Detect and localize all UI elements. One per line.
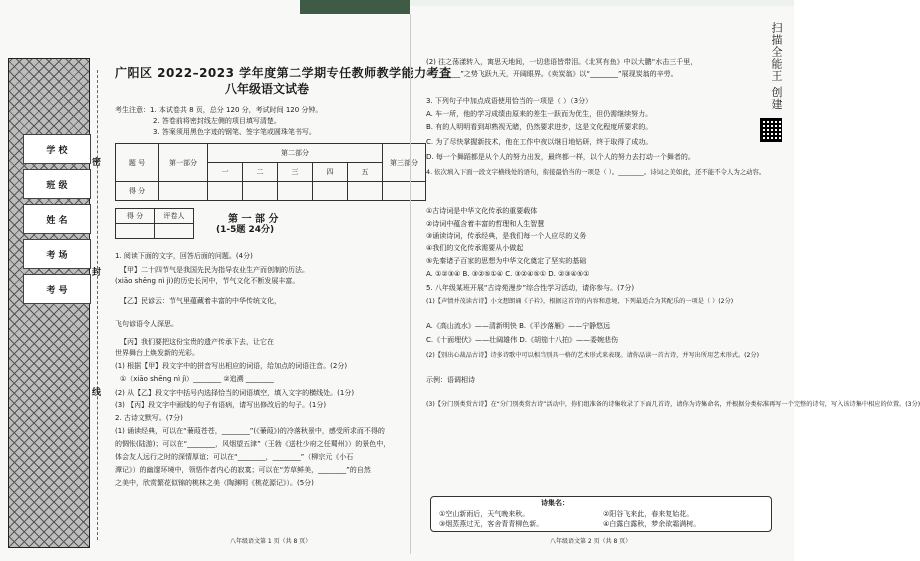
table-cell: 第二部分	[208, 144, 383, 163]
note-line: 2. 答卷前将密封线左侧的项目填写清楚。	[153, 117, 281, 125]
part-title: 第 一 部 分	[228, 214, 279, 225]
table-cell: 五	[348, 163, 383, 182]
text-line: C. 为了尽快掌握新技术，他在工作中夜以继日地钻研，终于取得了成功。	[426, 138, 653, 146]
table-cell: 得 分	[116, 182, 159, 201]
text-line: ②诗词中蕴含着丰富的哲理和人生智慧	[426, 220, 545, 228]
table-cell: 题 号	[116, 144, 159, 182]
text-line: 示例：语调相诗	[426, 376, 475, 384]
top-light-band	[410, 0, 794, 6]
text-line: D. 每一个舞蹈都是从个人的努力出发，最终都一样，以个人的努力去打动一个舞者的。	[426, 153, 695, 161]
text-line: ③诵读诗词，传承经典，是我们每一个人应尽的义务	[426, 232, 587, 240]
table-cell: 评卷人	[155, 209, 194, 224]
text-line: (1)【声情并茂读古诗】小文想朗诵《子衿》，根据这首诗的内容和意境，下列最适合为其配乐的一项是（ ）(2分)	[426, 298, 734, 305]
text-line: ④我们的文化传承需要从小做起	[426, 244, 524, 252]
text-line: (1) 根据【甲】段文字中的拼音写出相应的词语，给加点的词语注音。(2分)	[115, 362, 348, 370]
poem-line: ②阳谷飞来此，春来复始花。	[603, 510, 694, 518]
exam-room-label: 考 场	[23, 239, 91, 269]
page-footer: 八年级语文第 2 页（共 8 页）	[550, 538, 632, 545]
exam-number-label: 考 号	[23, 274, 91, 304]
text-line: A. 车一所，他的学习成绩由原来的差生一跃而为优生，但仍需继续努力。	[426, 110, 653, 118]
text-line: 体会友人远行之时的深情厚谊；可以在“________，________”（柳宗元《小石	[115, 453, 354, 461]
text-line: 的惆怅(陆游)；可以在“________，风烟望五津”（王勃《送杜少府之任蜀州》）的景色中，	[115, 440, 391, 448]
text-line: A. ①②③④ B. ③②⑤①④ C. ③②④⑤① D. ②③④⑤①	[426, 270, 590, 278]
table-cell	[116, 224, 155, 239]
table-cell	[348, 182, 383, 201]
text-line: 世界舞台上焕发新的光彩。	[115, 349, 199, 357]
note-line: 考生注意：1. 本试卷共 8 页，总分 120 分，考试时间 120 分钟。	[115, 106, 323, 114]
page-divider	[410, 14, 411, 554]
table-cell	[159, 182, 208, 201]
text-line: 潭记》）的幽邃环境中，领悟作者内心的寂寞；可以在“芳草鲜美，________”的自然	[115, 466, 371, 474]
binding-strip	[8, 58, 90, 548]
page-title: 广阳区 2022–2023 学年度第二学期专任教师教学能力考查	[115, 66, 452, 80]
score-table	[115, 143, 426, 201]
text-line: (2) 从【乙】段文字中括号内选择恰当的词语填空，填入文字的横线处。(1分)	[115, 389, 355, 397]
seal-word-1: 密	[92, 158, 102, 168]
seal-word-3: 线	[92, 388, 102, 398]
page-footer: 八年级语文第 1 页（共 8 页）	[230, 538, 312, 545]
table-cell: 得 分	[116, 209, 155, 224]
grader-table	[115, 208, 194, 239]
text-line: 1. 阅读下面的文字，回答后面的问题。(4分)	[115, 252, 253, 260]
seal-word-2: 封	[92, 268, 102, 278]
poem-line: ①空山新雨后，天气晚来秋。	[439, 510, 530, 518]
text-line: (2) 往之荡漾转入，寓思天地间，一切悲语皆带泪。《北冥有鱼》中以大鹏“水击三千里，	[426, 58, 698, 66]
text-line: ①古诗词是中华文化传承的重要载体	[426, 207, 538, 215]
poem-line: ③烟蒸燕过无，客舍青青柳色新。	[439, 520, 544, 528]
table-cell: 三	[278, 163, 313, 182]
table-cell: 四	[313, 163, 348, 182]
part-subtitle: (1-5题 24分)	[216, 225, 275, 235]
text-line: 飞句谚语令人深思。	[115, 320, 178, 328]
text-line: (3)【分门别类赏古诗】在“分门别类赏古诗”活动中，你们组准备的诗集收录了下面几首诗，请你为诗集命名，并根据分类标准再写一个完整的诗句，写入该诗集中相应的位置。(3分)	[426, 401, 920, 408]
text-line: 【乙】民谚云：节气里蕴藏着丰富的中华传统文化，	[120, 297, 281, 305]
text-line: ③________”之势飞跃九天，开阔眼界。《卖炭翁》以“________”展现炭翁的辛劳。	[426, 70, 678, 78]
table-cell: 第一部分	[159, 144, 208, 182]
text-line: 5. 八年级某班开展“古诗苑漫步”综合性学习活动，请你参与。(7分)	[426, 284, 635, 292]
page-subtitle: 八年级语文试卷	[225, 82, 310, 96]
text-line: ①（xiāo shēng nì jì）________ ②追溯 ________	[120, 375, 274, 383]
note-line: 3. 答案须用黑色字迹的钢笔、签字笔或圆珠笔书写。	[153, 128, 316, 136]
text-line: (xiāo shēng nì jì)的历史长河中，节气文化不断发展丰富。	[115, 277, 300, 285]
table-cell: 二	[243, 163, 278, 182]
poem-collection-box	[430, 496, 772, 532]
text-line: 2. 古诗文默写。(7分)	[115, 414, 183, 422]
text-line: (2)【别出心裁品古诗】诗多诗歌中可以相当别具一格的艺术形式来表现。请你品读一首古诗，并写出所用艺术形式。(2分)	[426, 352, 760, 359]
text-line: (1) 诵读经典，可以在“蒹葭苍苍，________”(《蒹葭》)的冷落秋景中，感受所求而不得的	[115, 427, 385, 435]
text-line: 4. 依次填入下面一段文字横线处的语句，衔接最恰当的一项是（ ）。________。诗词之美如此，还不能不令人为之动容。	[426, 168, 766, 176]
text-line: 3. 下列句子中加点成语使用恰当的一项是（ ）（3分）	[426, 97, 593, 105]
text-line: (3) 【丙】段文字中画线的句子有语病，请写出修改后的句子。(1分)	[115, 401, 327, 409]
text-line: 【甲】二十四节气是我国先民为指导农业生产而创制的历法。	[120, 266, 309, 274]
name-label: 姓 名	[23, 204, 91, 234]
text-line: ⑤先秦诸子百家的思想为中华文化奠定了坚实的基础	[426, 257, 587, 265]
table-cell	[313, 182, 348, 201]
table-cell	[383, 182, 426, 201]
table-cell	[155, 224, 194, 239]
school-label: 学 校	[23, 134, 91, 164]
table-cell	[278, 182, 313, 201]
table-cell	[208, 182, 243, 201]
scanner-watermark: 扫描全能王 创建	[770, 22, 783, 111]
table-cell	[243, 182, 278, 201]
text-line: 之美中，欣赏繁花似锦的桃林之美（陶渊明《桃花源记》）。(5分)	[115, 479, 314, 487]
collection-name-label: 诗集名：	[541, 499, 569, 507]
seal-line	[97, 70, 98, 540]
text-line: B. 有的人明明看到却熟视无睹，仍然要求进步，这是文化程度所要求的。	[426, 123, 653, 131]
table-cell: 第三部分	[383, 144, 426, 182]
poem-line: ④白露白露秋，梦余欲霜满树。	[603, 520, 701, 528]
top-color-band	[300, 0, 410, 14]
text-line: 【丙】我们要把这份宝贵的遗产传承下去，让它在	[120, 338, 274, 346]
table-cell: 一	[208, 163, 243, 182]
text-line: A.《高山流水》——清新明快 B.《平沙落雁》——宁静悠远	[426, 322, 611, 330]
text-line: C.《十面埋伏》——壮阔雄伟 D.《胡笳十八拍》——委婉悲伤	[426, 336, 618, 344]
class-label: 班 级	[23, 169, 91, 199]
qr-code-icon	[760, 118, 782, 142]
